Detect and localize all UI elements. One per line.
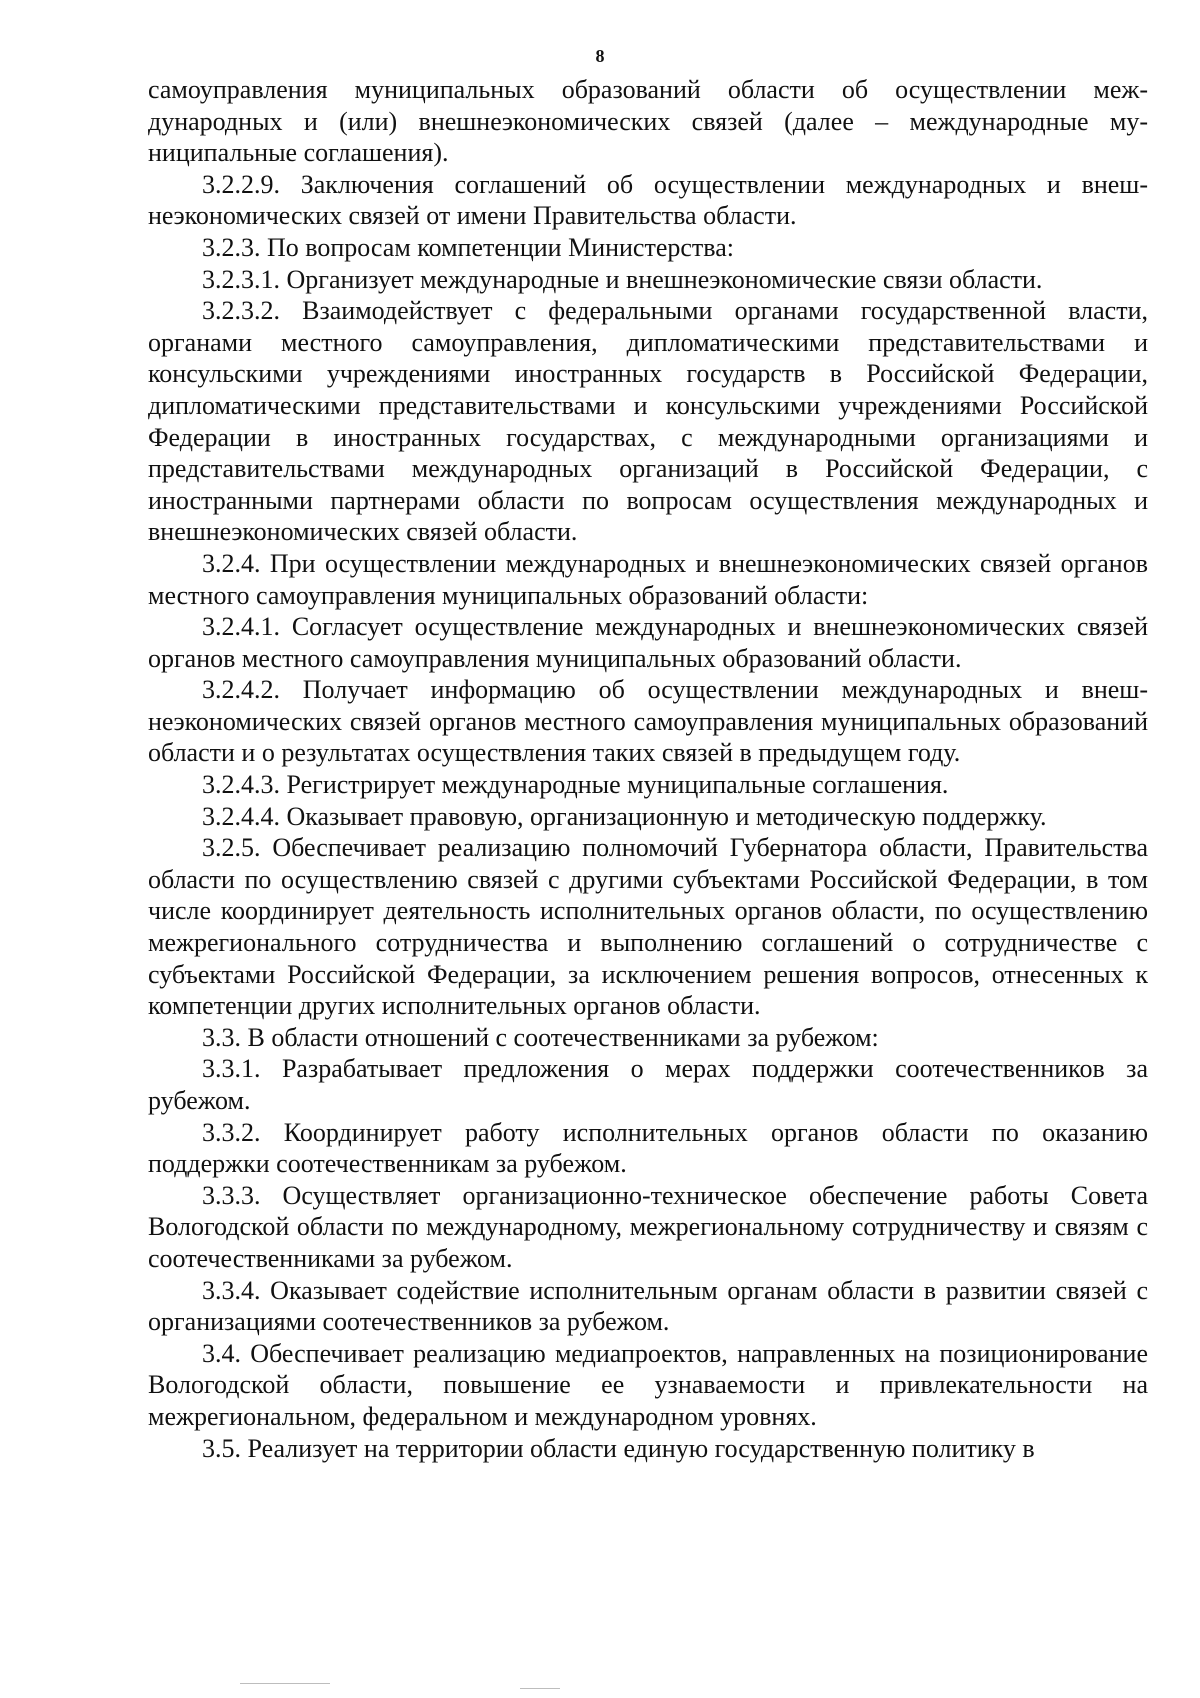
document-body: [148, 74, 1148, 1464]
paragraph: 3.3.4. Оказывает содействие исполнительным органам области в развитии связей с организациями соотечественников за рубежом.: [148, 1275, 1148, 1337]
paragraph: 3.2.5. Обеспечивает реализацию полномочий Губернатора области, Правительства области по осуществлению связей с другими субъектами Российской Федерации, в том числе координирует деятельность исполнительных органов области, по осуществлению межрегионального сотрудничества и выполнению соглашений о сотрудничестве с субъектами Российской Федерации, за исключением решения вопросов, отнесенных к компетенции других исполнительных органов области.: [148, 833, 1148, 1021]
paragraph: 3.2.4.4. Оказывает правовую, организационную и методическую поддержку.: [202, 801, 1047, 831]
paragraph: 3.2.4. При осуществлении международных и внешнеэкономических связей органов местного самоуправления муниципальных образований области:: [148, 548, 1148, 610]
paragraph: 3.5. Реализует на территории области единую государственную политику в: [202, 1433, 1035, 1463]
scan-artifact: [240, 1683, 330, 1684]
paragraph: 3.2.4.3. Регистрирует международные муниципальные соглашения.: [202, 770, 949, 800]
page-number: 8: [595, 46, 605, 66]
paragraph: 3.3.2. Координирует работу исполнительных органов области по оказанию поддержки соотечественникам за рубежом.: [148, 1117, 1148, 1179]
paragraph: 3.2.2.9. Заключения соглашений об осуществлении международных и внешнеэкономических связей от имени Правительства области.: [148, 169, 1148, 231]
paragraph: самоуправления муниципальных образований области об осуществлении международных и (или) внешнеэкономических связей (далее – международные муниципальные соглашения).: [148, 75, 1148, 168]
paragraph: 3.3. В области отношений с соотечественниками за рубежом:: [202, 1022, 879, 1052]
paragraph: 3.2.3.2. Взаимодействует с федеральными органами государственной власти, органами местного самоуправления, дипломатическими представительствами и консульскими учреждениями иностранных государств в Российской Федерации, дипломатическими представительствами и консульскими учреждениями Российской Федерации в иностранных государствах, с международными организациями и представительствами международных организаций в Российской Федерации, с иностранными партнерами области по вопросам осуществления международных и внешнеэкономических связей области.: [148, 296, 1148, 547]
paragraph: 3.3.1. Разрабатывает предложения о мерах поддержки соотечественников за рубежом.: [148, 1054, 1148, 1115]
paragraph: 3.2.4.1. Согласует осуществление международных и внешнеэкономических связей органов местного самоуправления муниципальных образований области.: [148, 612, 1148, 673]
paragraph: 3.2.3. По вопросам компетенции Министерства:: [202, 232, 734, 262]
paragraph: 3.4. Обеспечивает реализацию медиапроектов, направленных на позиционирование Вологодской области, повышение ее узнаваемости и привлекательности на межрегиональном, федеральном и международном уровнях.: [148, 1338, 1148, 1431]
scan-artifact: [520, 1688, 560, 1689]
paragraph: 3.2.3.1. Организует международные и внешнеэкономические связи области.: [202, 264, 1043, 294]
paragraph: 3.2.4.2. Получает информацию об осуществлении международных и внешнеэкономических связей органов местного самоуправления муниципальных образований области и о результатах осуществления таких связей в предыдущем году.: [148, 675, 1148, 768]
paragraph: 3.3.3. Осуществляет организационно-техническое обеспечение работы Совета Вологодской области по международному, межрегиональному сотрудничеству и связям с соотечественниками за рубежом.: [148, 1180, 1148, 1273]
